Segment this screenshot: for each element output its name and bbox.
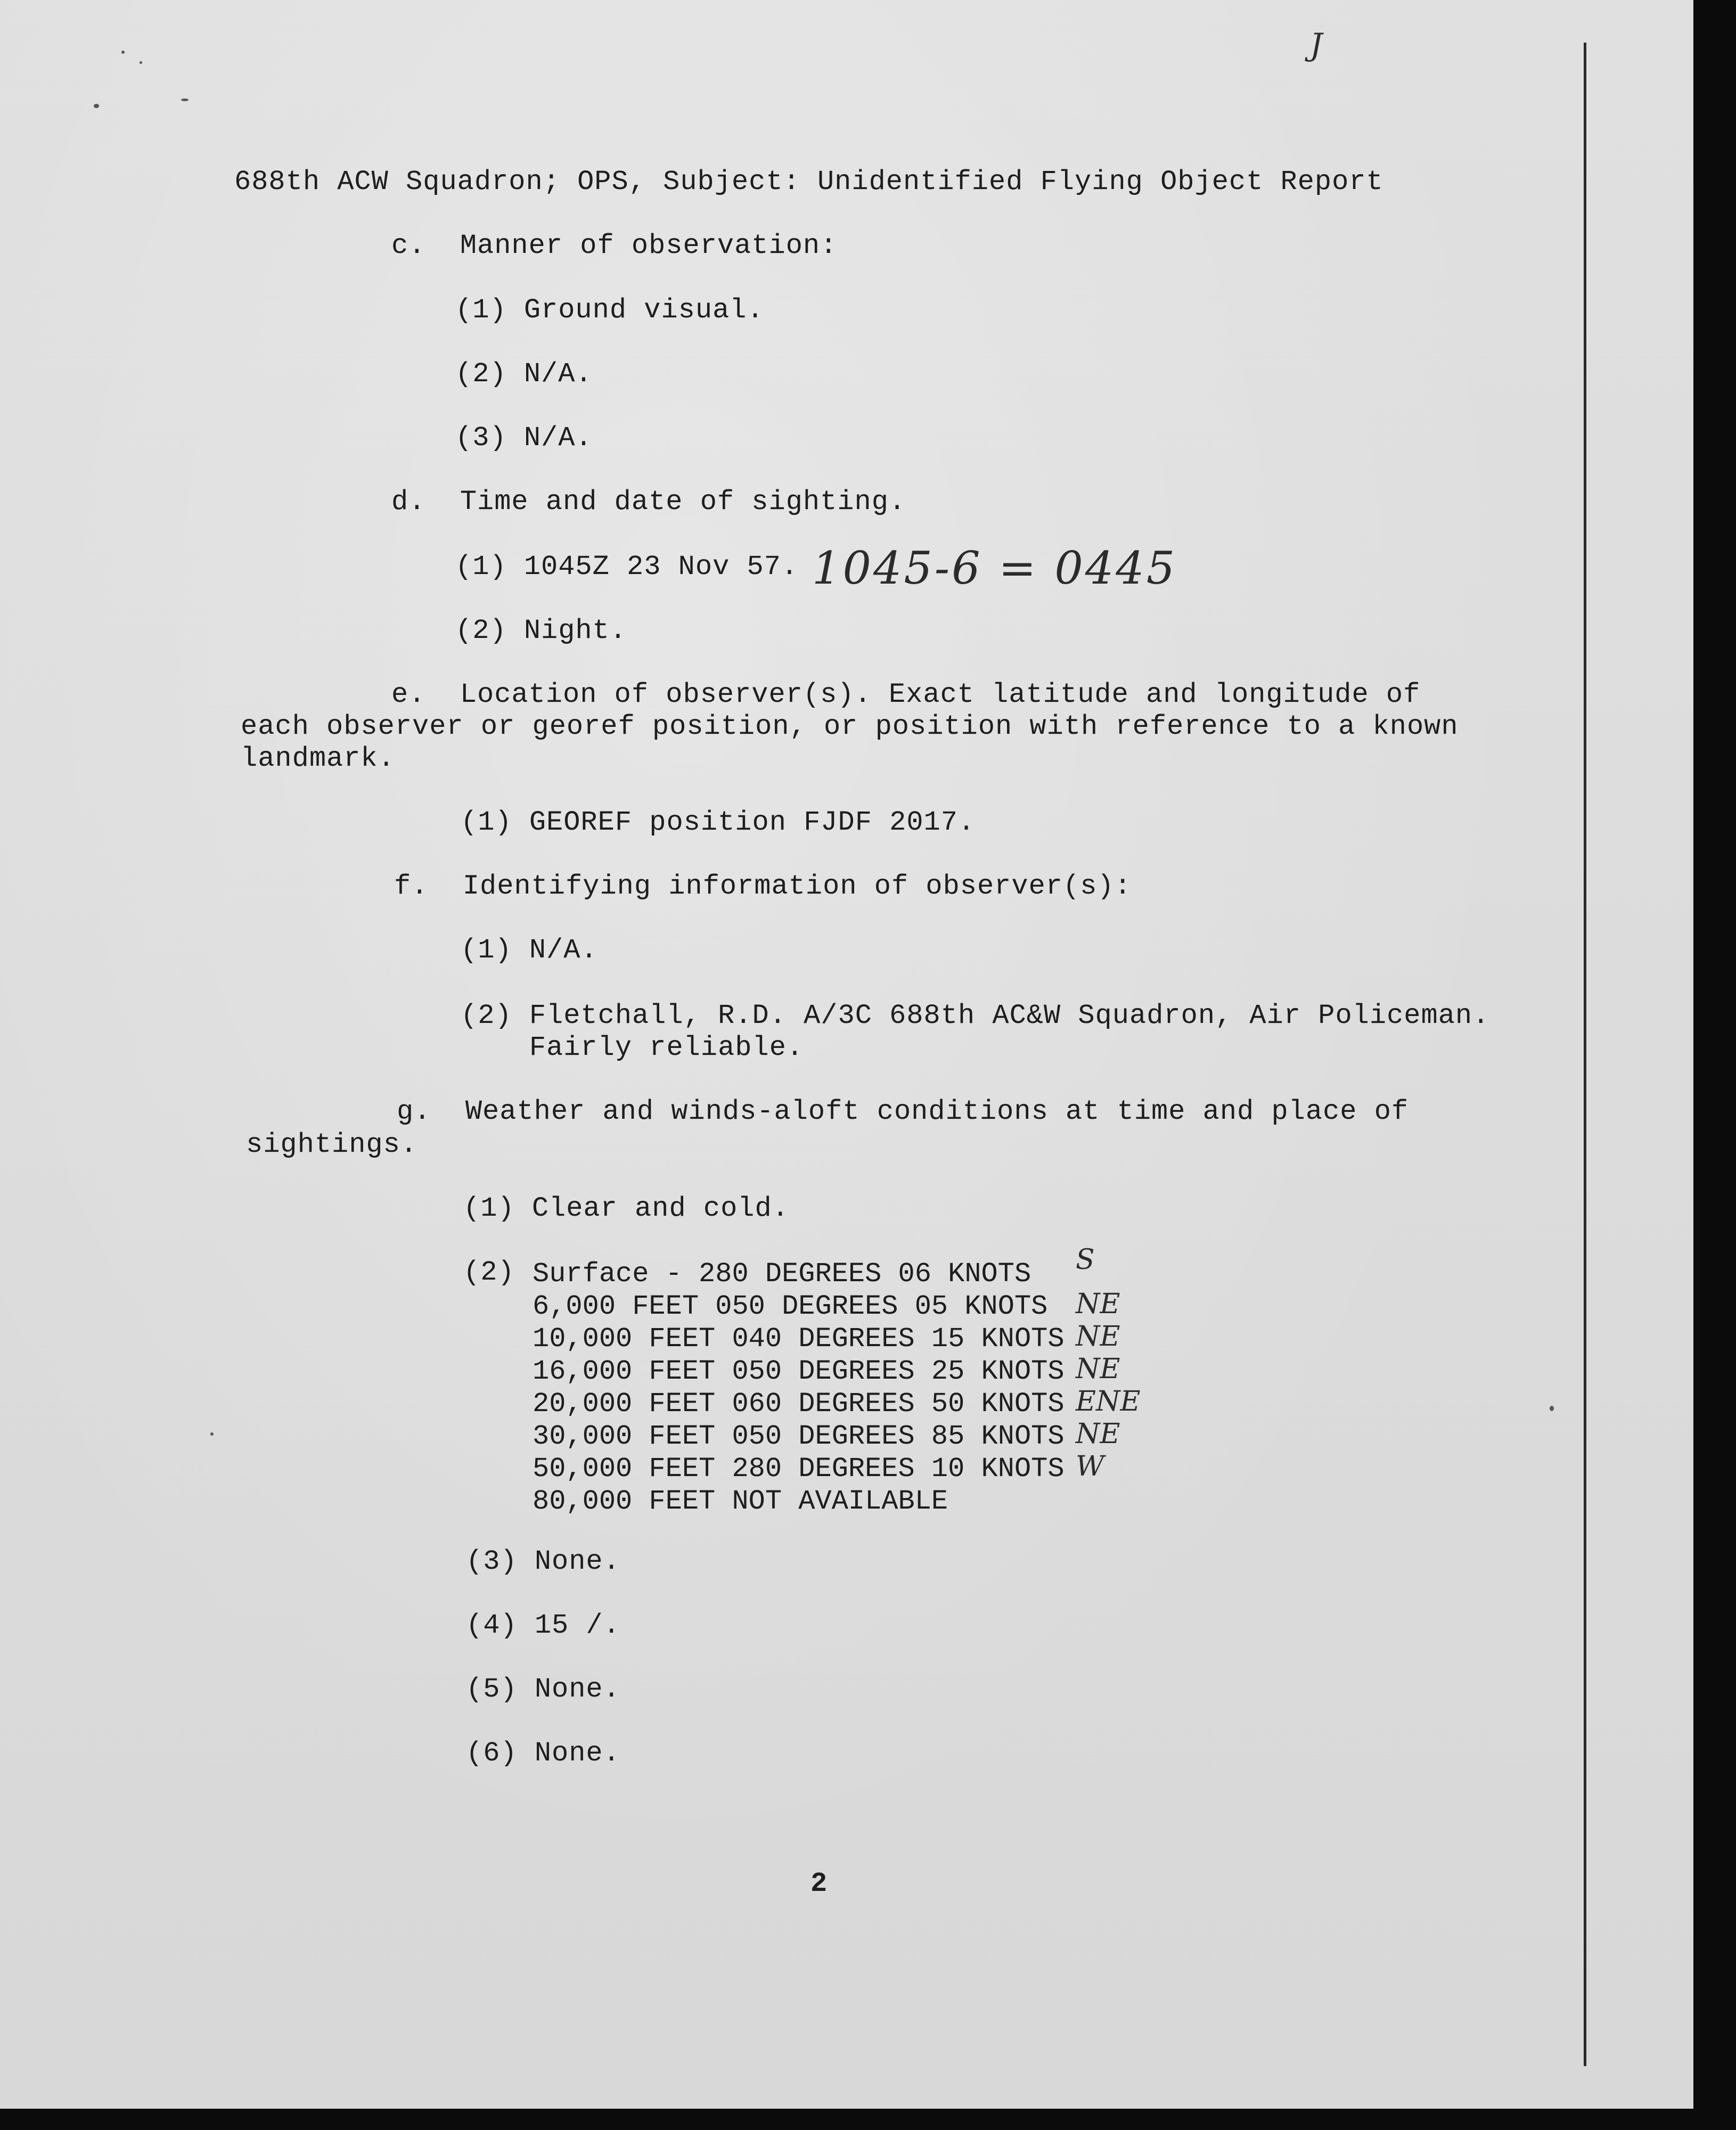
section-f-item-2-line-1: (2) Fletchall, R.D. A/3C 688th AC&W Squadron, Air Policeman. xyxy=(461,1000,1490,1031)
wind-row xyxy=(533,1288,1120,1323)
section-g-item-4: (4) 15 /. xyxy=(466,1610,620,1641)
section-e-line-2: each observer or georef position, or position with reference to a known xyxy=(241,711,1459,742)
wind-direction-handwritten: NE xyxy=(1076,1418,1120,1450)
wind-row xyxy=(533,1386,1141,1420)
section-g-item-6: (6) None. xyxy=(466,1738,620,1769)
section-c-item-2: (2) N/A. xyxy=(455,358,593,390)
wind-direction-handwritten: NE xyxy=(1076,1288,1120,1320)
section-g-item-1: (1) Clear and cold. xyxy=(463,1193,789,1224)
section-g-item-2-label: (2) xyxy=(463,1257,515,1288)
wind-row-text: 30,000 FEET 050 DEGREES 85 KNOTS xyxy=(533,1421,1064,1452)
wind-row-text: 6,000 FEET 050 DEGREES 05 KNOTS xyxy=(533,1291,1048,1322)
time-conversion-handwritten-note: 1045-6 = 0445 xyxy=(812,542,1177,594)
section-d-title: d. Time and date of sighting. xyxy=(391,486,906,518)
wind-row xyxy=(533,1451,1104,1485)
section-g-line-2: sightings. xyxy=(246,1129,418,1160)
page-edge-line xyxy=(1584,43,1586,2066)
wind-row-text: Surface - 280 DEGREES 06 KNOTS xyxy=(533,1258,1031,1290)
speck xyxy=(94,104,99,108)
section-c-title: c. Manner of observation: xyxy=(391,230,838,261)
page-number: 2 xyxy=(810,1868,828,1899)
wind-row-text: 80,000 FEET NOT AVAILABLE xyxy=(533,1486,948,1517)
wind-row-text: 16,000 FEET 050 DEGREES 25 KNOTS xyxy=(533,1356,1064,1387)
wind-row xyxy=(533,1321,1120,1355)
speck xyxy=(181,99,189,101)
speck xyxy=(140,61,142,64)
section-f-title: f. Identifying information of observer(s): xyxy=(394,871,1132,902)
wind-row xyxy=(533,1485,1065,1518)
section-d-item-1: (1) 1045Z 23 Nov 57. xyxy=(455,551,799,583)
wind-direction-handwritten: W xyxy=(1076,1451,1104,1482)
wind-row xyxy=(533,1353,1120,1388)
section-c-item-3: (3) N/A. xyxy=(455,422,593,454)
wind-row-text: 10,000 FEET 040 DEGREES 15 KNOTS xyxy=(533,1323,1064,1355)
section-e-line-3: landmark. xyxy=(241,743,395,774)
wind-direction-handwritten: NE xyxy=(1076,1353,1120,1385)
wind-row xyxy=(533,1244,1095,1290)
wind-row-text: 20,000 FEET 060 DEGREES 50 KNOTS xyxy=(533,1388,1064,1420)
section-e-line-1: e. Location of observer(s). Exact latitude and longitude of xyxy=(391,679,1421,710)
section-g-item-3: (3) None. xyxy=(466,1546,620,1577)
wind-direction-handwritten: ENE xyxy=(1076,1386,1141,1418)
speck xyxy=(1550,1406,1554,1411)
section-c-item-1: (1) Ground visual. xyxy=(455,294,764,326)
wind-direction-handwritten: S xyxy=(1076,1244,1095,1276)
winds-aloft-table xyxy=(533,1244,1141,1518)
corner-handwritten-mark: J xyxy=(1310,27,1323,63)
speck xyxy=(121,51,125,54)
wind-row xyxy=(533,1418,1120,1453)
section-f-item-1: (1) N/A. xyxy=(461,935,598,966)
section-g-line-1: g. Weather and winds-aloft conditions at time and place of xyxy=(397,1096,1409,1127)
section-d-item-2: (2) Night. xyxy=(455,615,627,646)
wind-row-text: 50,000 FEET 280 DEGREES 10 KNOTS xyxy=(533,1453,1064,1485)
section-g-item-5: (5) None. xyxy=(466,1674,620,1705)
wind-direction-handwritten: NE xyxy=(1076,1321,1120,1353)
report-header: 688th ACW Squadron; OPS, Subject: Unidentified Flying Object Report xyxy=(234,166,1383,198)
section-e-item-1: (1) GEOREF position FJDF 2017. xyxy=(461,807,976,838)
speck xyxy=(210,1432,214,1436)
section-f-item-2-line-2: Fairly reliable. xyxy=(461,1032,804,1063)
